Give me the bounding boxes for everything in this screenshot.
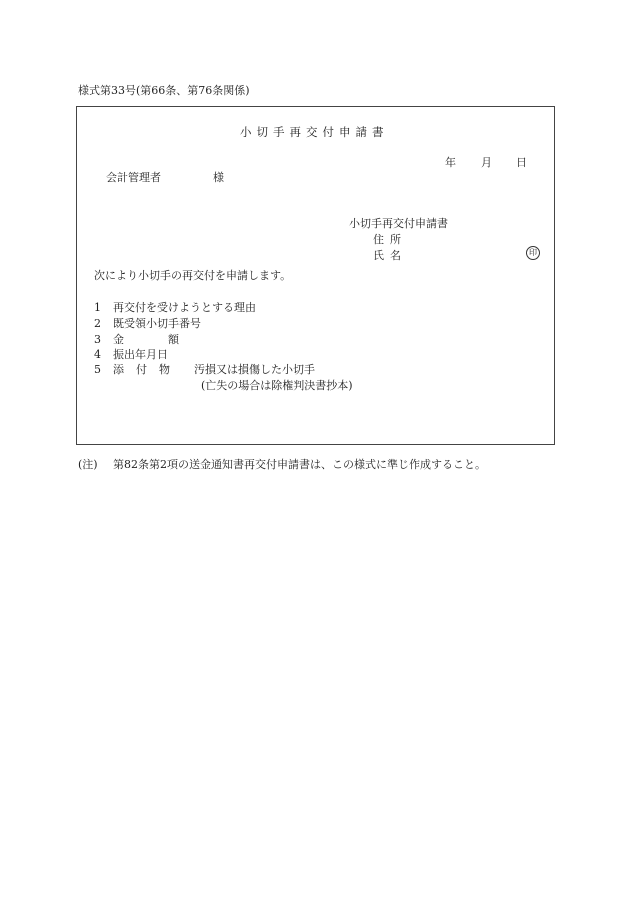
attachment-description: 汚損又は損傷した小切手 [194, 363, 315, 376]
item-number: 4 [94, 348, 101, 361]
attachment-note: (亡失の場合は除権判決書抄本) [201, 379, 353, 392]
addressee: 会計管理者 [106, 171, 161, 184]
item-label-amount-part: 金 [113, 333, 124, 346]
applicant-label: 小切手再交付申請書 [349, 217, 448, 230]
item-label-amount-part: 額 [168, 333, 179, 346]
item-label-attachment-part: 付 [136, 363, 147, 376]
item-label-amount [113, 334, 179, 345]
item-label-attachment-part: 物 [159, 363, 170, 376]
seal-mark: 印 [526, 246, 540, 260]
date-year-label: 年 [445, 156, 456, 169]
item-number: 3 [94, 333, 101, 346]
item-number: 1 [94, 301, 101, 314]
item-label-reason: 再交付を受けようとする理由 [113, 301, 256, 314]
footnote-mark: (注) [78, 458, 98, 471]
date-month-label: 月 [481, 156, 492, 169]
form-title: 小切手再交付申請書 [240, 125, 389, 139]
item-label-issue-date: 振出年月日 [113, 348, 168, 361]
item-number: 2 [94, 317, 101, 330]
item-label-attachment [113, 364, 170, 375]
address-label: 住所 [373, 233, 407, 246]
form-number: 様式第33号(第66条、第76条関係) [78, 84, 250, 97]
footnote-text: 第82条第2項の送金通知書再交付申請書は、この様式に準じ作成すること。 [113, 458, 486, 471]
item-label-attachment-part: 添 [113, 363, 124, 376]
name-label: 氏名 [373, 249, 407, 262]
intro-text: 次により小切手の再交付を申請します。 [94, 269, 292, 282]
item-number: 5 [94, 363, 101, 376]
honorific: 様 [213, 171, 224, 184]
date-day-label: 日 [516, 156, 527, 169]
item-label-check-number: 既受領小切手番号 [113, 317, 201, 330]
